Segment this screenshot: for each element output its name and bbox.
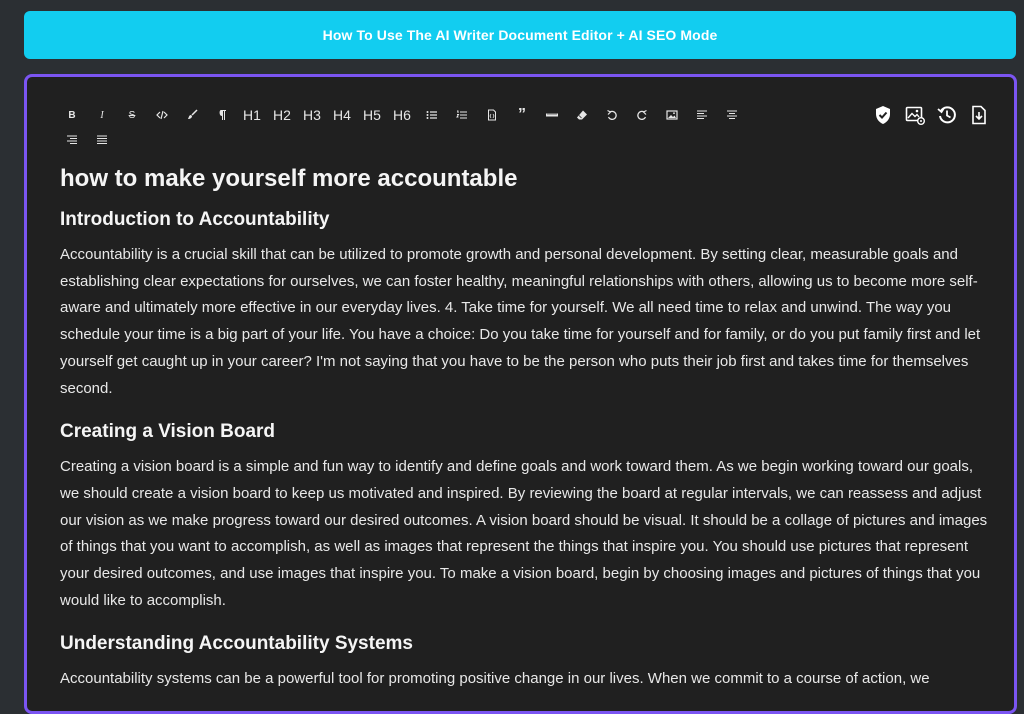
align-left-icon[interactable] <box>687 105 717 125</box>
align-center-icon[interactable] <box>717 105 747 125</box>
horizontal-rule-icon[interactable] <box>537 105 567 125</box>
banner-label: How To Use The AI Writer Document Editor + AI SEO Mode <box>322 27 718 43</box>
align-justify-icon[interactable] <box>87 130 117 150</box>
heading-4-button[interactable]: H4 <box>333 107 351 123</box>
history-icon[interactable] <box>936 104 958 126</box>
ordered-list-icon[interactable] <box>447 105 477 125</box>
editor-guide-banner-button[interactable] <box>24 11 1016 59</box>
paragraph-icon[interactable] <box>207 105 237 125</box>
code-block-icon[interactable] <box>477 105 507 125</box>
heading-5-button[interactable]: H5 <box>363 107 381 123</box>
highlight-brush-icon[interactable] <box>177 105 207 125</box>
shield-check-icon[interactable] <box>872 104 894 126</box>
document-content[interactable] <box>60 165 990 711</box>
heading-2-button[interactable]: H2 <box>273 107 291 123</box>
blockquote-icon[interactable]: ” <box>518 106 526 123</box>
section-heading: Understanding Accountability Systems <box>60 633 413 655</box>
bold-icon[interactable]: B <box>68 109 76 121</box>
heading-6-button[interactable]: H6 <box>393 107 411 123</box>
section-heading: Creating a Vision Board <box>60 421 276 443</box>
eraser-icon[interactable] <box>567 105 597 125</box>
strikethrough-icon[interactable]: S <box>128 109 136 121</box>
align-right-icon[interactable] <box>57 130 87 150</box>
document-actions <box>872 104 990 126</box>
section-paragraph: Accountability is a crucial skill that can be utilized to promote growth and personal development. By setting clear, measurable goals and establishing clear expectations for ourselves, we can foster healthy, meaningful relationships with others, allowing us to become more self-aware and ultimately more effective in our everyday lives. 4. Take time for yourself. We all need time to relax and unwind. The way you schedule your time is a big part of your life. You have a choice: Do you take time for yourself and for family, or do you put family first and let yourself get caught up in your career? I'm not saying that you have to be the person who puts their job first and takes time for themselves second. <box>60 246 981 397</box>
heading-1-button[interactable]: H1 <box>243 107 261 123</box>
code-icon[interactable] <box>147 105 177 125</box>
heading-3-button[interactable]: H3 <box>303 107 321 123</box>
document-editor[interactable] <box>24 74 1017 714</box>
bullet-list-icon[interactable] <box>417 105 447 125</box>
redo-icon[interactable] <box>627 105 657 125</box>
section-paragraph: Creating a vision board is a simple and fun way to identify and define goals and work toward them. As we begin working toward our goals, we should create a vision board to keep us motivated and inspired. By reviewing the board at regular intervals, we can reassess and adjust our vision as we make progress toward our desired outcomes. A vision board should be visual. It should be a collage of pictures and images of things that you want to accomplish, as well as images that represent the things that inspire you. You should use pictures that represent your desired outcomes, and use images that inspire you. To make a vision board, begin by choosing images and pictures of things that you would like to accomplish. <box>60 458 988 609</box>
italic-icon[interactable]: I <box>100 109 104 121</box>
section-paragraph: Accountability systems can be a powerful tool for promoting positive change in our lives. When we commit to a course of action, we <box>60 670 930 688</box>
section-heading: Introduction to Accountability <box>60 209 330 230</box>
undo-icon[interactable] <box>597 105 627 125</box>
formatting-toolbar <box>57 105 757 150</box>
download-document-icon[interactable] <box>968 104 990 126</box>
document-title: how to make yourself more accountable <box>60 165 518 192</box>
image-settings-icon[interactable] <box>904 104 926 126</box>
image-icon[interactable] <box>657 105 687 125</box>
